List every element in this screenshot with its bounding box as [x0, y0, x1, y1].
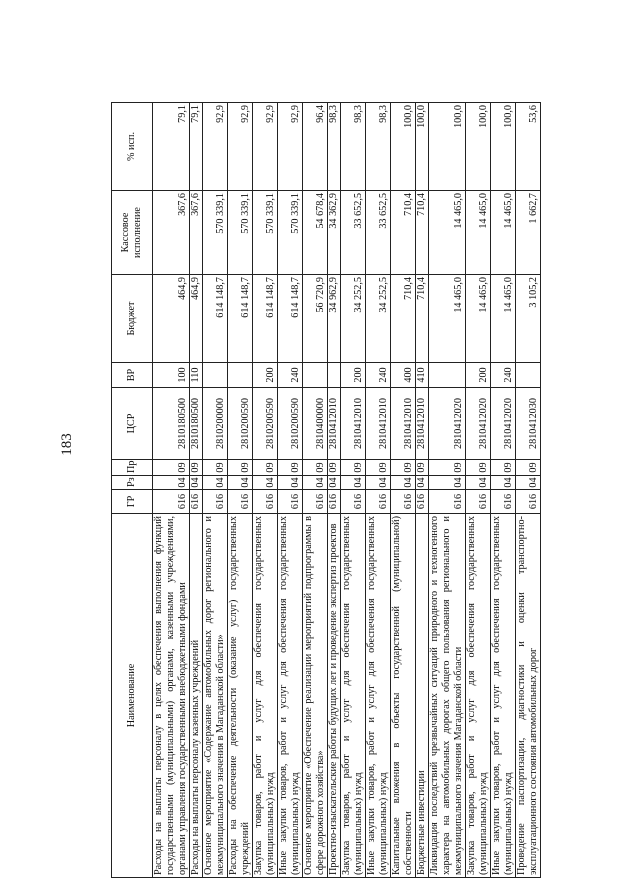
table-row	[203, 103, 228, 878]
table-row	[303, 103, 328, 878]
table-row	[278, 103, 303, 878]
header-execution: Кассовое исполнение	[112, 191, 153, 275]
row-vr-cell: 100	[153, 363, 190, 388]
row-rz-cell: 04	[516, 476, 541, 490]
row-execution-cell: 570 339,1	[228, 191, 253, 275]
row-budget-cell: 34 252,5	[341, 275, 366, 363]
header-percent: % исп.	[112, 103, 153, 191]
row-execution-cell: 570 339,1	[203, 191, 228, 275]
row-name-cell: Расходы на выплаты персоналу в целях обеспечения выполнения функций государственными (муниципальными) органами, казенными учреждениями, органами управления государственными внебюджетными фондами	[153, 514, 190, 878]
row-pr-cell: 09	[516, 460, 541, 476]
row-csr-cell: 2810412010	[328, 388, 341, 460]
budget-table	[111, 102, 541, 878]
row-percent-cell: 92,9	[253, 103, 278, 191]
table-row	[253, 103, 278, 878]
row-gr-cell: 616	[366, 490, 391, 514]
row-rz-cell: 04	[341, 476, 366, 490]
header-name: Наименование	[112, 514, 153, 878]
row-gr-cell: 616	[429, 490, 466, 514]
row-gr-cell: 616	[190, 490, 203, 514]
row-name-cell: Основное мероприятие «Обеспечение реализации мероприятий подпрограммы в сфере дорожного хозяйства»	[303, 514, 328, 878]
row-execution-cell: 14 465,0	[491, 191, 516, 275]
table-row	[516, 103, 541, 878]
row-vr-cell	[328, 363, 341, 388]
row-pr-cell: 09	[341, 460, 366, 476]
row-gr-cell: 616	[328, 490, 341, 514]
row-csr-cell: 2810180500	[190, 388, 203, 460]
table-row	[391, 103, 416, 878]
row-pr-cell: 09	[429, 460, 466, 476]
row-percent-cell: 79,1	[153, 103, 190, 191]
header-budget: Бюджет	[112, 275, 153, 363]
row-name-cell: Иные закупки товаров, работ и услуг для обеспечения государственных (муниципальных) нужд	[491, 514, 516, 878]
row-rz-cell: 04	[491, 476, 516, 490]
row-rz-cell: 04	[278, 476, 303, 490]
row-name-cell: Расходы на обеспечение деятельности (оказание услуг) государственных учреждений	[228, 514, 253, 878]
row-pr-cell: 09	[391, 460, 416, 476]
row-budget-cell: 614 148,7	[253, 275, 278, 363]
row-execution-cell: 710,4	[416, 191, 429, 275]
row-vr-cell	[203, 363, 228, 388]
row-rz-cell: 04	[429, 476, 466, 490]
row-budget-cell: 14 465,0	[429, 275, 466, 363]
row-pr-cell: 09	[366, 460, 391, 476]
row-percent-cell: 79,1	[190, 103, 203, 191]
row-execution-cell: 14 465,0	[466, 191, 491, 275]
row-budget-cell: 710,4	[391, 275, 416, 363]
row-name-cell: Капитальные вложения в объекты государственной (муниципальной) собственности	[391, 514, 416, 878]
row-gr-cell: 616	[153, 490, 190, 514]
row-name-cell: Иные закупки товаров, работ и услуг для обеспечения государственных (муниципальных) нужд	[366, 514, 391, 878]
row-percent-cell: 100,0	[466, 103, 491, 191]
row-budget-cell: 614 148,7	[228, 275, 253, 363]
row-vr-cell: 400	[391, 363, 416, 388]
row-gr-cell: 616	[466, 490, 491, 514]
row-gr-cell: 616	[228, 490, 253, 514]
page-number: 183	[58, 433, 75, 456]
row-gr-cell: 616	[491, 490, 516, 514]
row-percent-cell: 92,9	[278, 103, 303, 191]
row-pr-cell: 09	[190, 460, 203, 476]
table-row	[466, 103, 491, 878]
table-row	[491, 103, 516, 878]
row-pr-cell: 09	[328, 460, 341, 476]
row-budget-cell: 614 148,7	[203, 275, 228, 363]
row-execution-cell: 1 662,7	[516, 191, 541, 275]
row-gr-cell: 616	[203, 490, 228, 514]
row-gr-cell: 616	[341, 490, 366, 514]
row-execution-cell: 33 652,5	[341, 191, 366, 275]
row-csr-cell: 2810200590	[278, 388, 303, 460]
row-percent-cell: 96,4	[303, 103, 328, 191]
row-csr-cell: 2810412030	[516, 388, 541, 460]
row-budget-cell: 614 148,7	[278, 275, 303, 363]
row-rz-cell: 04	[203, 476, 228, 490]
row-csr-cell: 2810412010	[341, 388, 366, 460]
row-gr-cell: 616	[516, 490, 541, 514]
header-rz: Рз	[112, 476, 153, 490]
row-vr-cell: 240	[278, 363, 303, 388]
header-gr: ГР	[112, 490, 153, 514]
row-execution-cell: 570 339,1	[253, 191, 278, 275]
row-rz-cell: 04	[416, 477, 427, 488]
row-execution-cell: 710,4	[391, 191, 416, 275]
row-rz-cell: 04	[366, 476, 391, 490]
row-rz-cell: 04	[153, 476, 190, 490]
row-percent-cell: 100,0	[429, 103, 466, 191]
row-budget-cell: 3 105,2	[516, 275, 541, 363]
row-csr-cell: 2810412010	[366, 388, 391, 460]
row-csr-cell: 2810200590	[228, 388, 253, 460]
row-gr-cell: 616	[278, 490, 303, 514]
row-name-cell: Основное мероприятие «Содержание автомобильных дорог регионального и межмуниципального значения в Магаданской области»	[203, 514, 228, 878]
row-pr-cell: 09	[253, 460, 278, 476]
row-name-cell: Закупка товаров, работ и услуг для обеспечения государственных (муниципальных) нужд	[253, 514, 278, 878]
row-gr-cell: 616	[253, 490, 278, 514]
row-vr-cell: 200	[341, 363, 366, 388]
row-budget-cell: 34 962,9	[328, 275, 341, 363]
row-budget-cell: 710,4	[416, 275, 429, 363]
table-row	[190, 103, 203, 878]
table-row	[328, 103, 341, 878]
row-rz-cell: 04	[253, 476, 278, 490]
row-vr-cell	[228, 363, 253, 388]
row-execution-cell: 570 339,1	[278, 191, 303, 275]
row-budget-cell: 56 720,9	[303, 275, 328, 363]
row-csr-cell: 2810200000	[203, 388, 228, 460]
header-vr: ВР	[112, 363, 153, 388]
row-percent-cell: 92,9	[203, 103, 228, 191]
rotated-document	[111, 103, 609, 878]
row-percent-cell: 100,0	[416, 103, 429, 191]
row-pr-cell: 09	[416, 460, 429, 476]
row-name-cell: Ликвидация последствий чрезвычайных ситуаций природного и техногенного характера на автомобильных дорогах общего пользования регионального и межмуниципального значения Магаданской области	[429, 514, 466, 878]
row-csr-cell: 2810412010	[416, 388, 429, 460]
row-gr-cell: 616	[303, 490, 328, 514]
row-csr-cell: 2810400000	[303, 388, 328, 460]
row-csr-cell: 2810180500	[153, 388, 190, 460]
row-percent-cell: 98,3	[341, 103, 366, 191]
row-budget-cell: 464,9	[190, 275, 203, 363]
row-gr-cell: 616	[391, 490, 416, 514]
table-row	[153, 103, 190, 878]
row-rz-cell: 04	[391, 476, 416, 490]
row-csr-cell: 2810200590	[253, 388, 278, 460]
table-row	[341, 103, 366, 878]
row-rz-cell: 04	[228, 476, 253, 490]
table-row	[416, 103, 429, 878]
row-vr-cell: 410	[416, 363, 429, 388]
row-csr-cell: 2810412020	[466, 388, 491, 460]
row-pr-cell: 09	[278, 460, 303, 476]
row-vr-cell: 240	[366, 363, 391, 388]
header-csr: ЦСР	[112, 388, 153, 460]
row-vr-cell: 240	[491, 363, 516, 388]
row-rz-cell: 04	[466, 476, 491, 490]
row-name-cell: Иные закупки товаров, работ и услуг для обеспечения государственных (муниципальных) нужд	[278, 514, 303, 878]
row-name-cell: Закупка товаров, работ и услуг для обеспечения государственных (муниципальных) нужд	[341, 514, 366, 878]
header-pr: Пр	[112, 460, 153, 476]
table-row	[228, 103, 253, 878]
row-budget-cell: 14 465,0	[491, 275, 516, 363]
row-pr-cell: 09	[466, 460, 491, 476]
row-name-cell: Закупка товаров, работ и услуг для обеспечения государственных (муниципальных) нужд	[466, 514, 491, 878]
row-execution-cell: 367,6	[153, 191, 190, 275]
row-rz-cell: 04	[190, 477, 201, 488]
row-name-cell: Проектно-изыскательские работы будущих лет и проведение экспертиз проектов	[328, 514, 341, 878]
row-csr-cell: 2810412020	[429, 388, 466, 460]
row-vr-cell	[303, 363, 328, 388]
table-row	[429, 103, 466, 878]
row-gr-cell: 616	[416, 490, 429, 514]
table-row	[366, 103, 391, 878]
row-name-cell: Расходы на выплаты персоналу казенных учреждений	[190, 514, 203, 878]
row-pr-cell: 09	[203, 460, 228, 476]
row-rz-cell: 04	[303, 476, 328, 490]
row-execution-cell: 367,6	[190, 191, 203, 275]
row-csr-cell: 2810412020	[491, 388, 516, 460]
row-budget-cell: 464,9	[153, 275, 190, 363]
row-percent-cell: 100,0	[391, 103, 416, 191]
row-pr-cell: 09	[491, 460, 516, 476]
table-body	[153, 103, 541, 878]
row-vr-cell: 200	[466, 363, 491, 388]
row-execution-cell: 34 362,9	[328, 191, 341, 275]
row-vr-cell: 200	[253, 363, 278, 388]
row-execution-cell: 33 652,5	[366, 191, 391, 275]
row-execution-cell: 54 678,4	[303, 191, 328, 275]
row-name-cell: Проведение паспортизации, диагностики и оценки транспортно-эксплуатационного состояния автомобильных дорог	[516, 514, 541, 878]
row-pr-cell: 09	[303, 460, 328, 476]
row-name-cell: Бюджетные инвестиции	[416, 514, 429, 878]
row-execution-cell: 14 465,0	[429, 191, 466, 275]
row-budget-cell: 14 465,0	[466, 275, 491, 363]
row-percent-cell: 92,9	[228, 103, 253, 191]
row-percent-cell: 98,3	[328, 103, 341, 191]
header-row	[112, 103, 153, 878]
row-csr-cell: 2810412010	[391, 388, 416, 460]
row-rz-cell: 04	[328, 477, 339, 488]
row-vr-cell	[516, 363, 541, 388]
row-pr-cell: 09	[228, 460, 253, 476]
row-vr-cell	[429, 363, 466, 388]
row-budget-cell: 34 252,5	[366, 275, 391, 363]
row-percent-cell: 100,0	[491, 103, 516, 191]
row-percent-cell: 53,6	[516, 103, 541, 191]
row-pr-cell: 09	[153, 460, 190, 476]
row-vr-cell: 110	[190, 363, 203, 388]
row-percent-cell: 98,3	[366, 103, 391, 191]
